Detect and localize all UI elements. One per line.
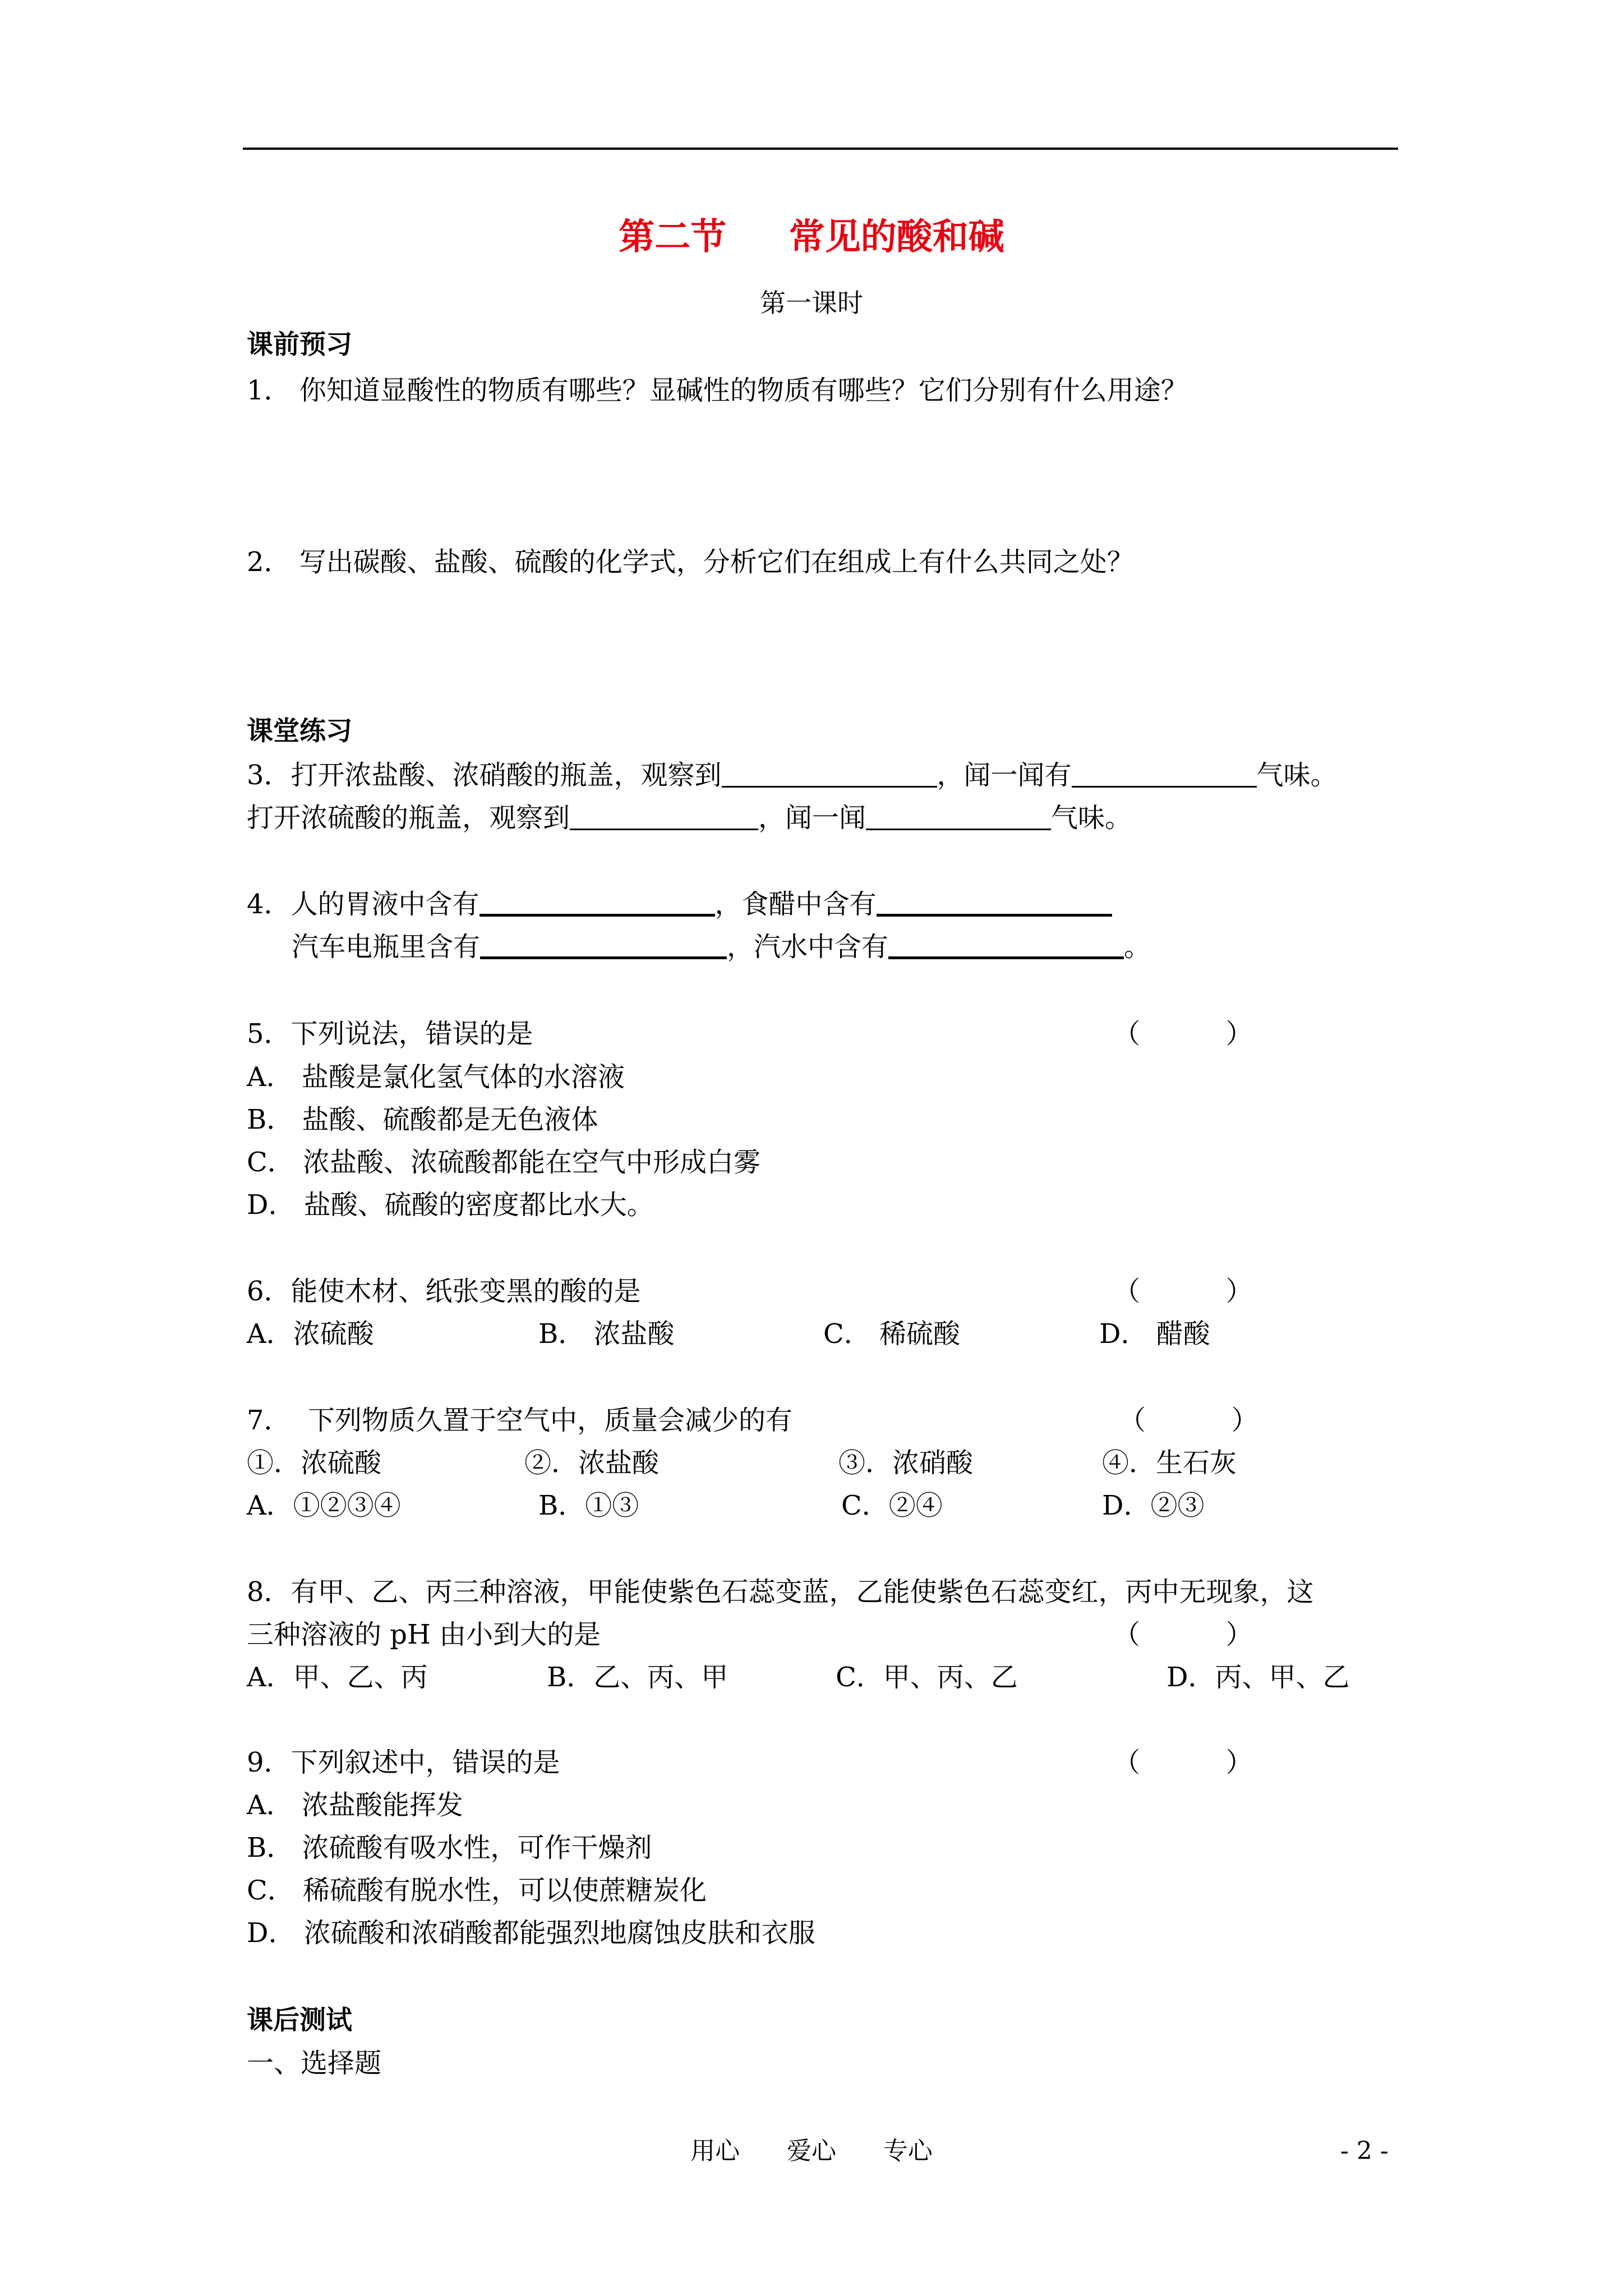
question-8-stem-1: 8．有甲、乙、丙三种溶液，甲能使紫色石蕊变蓝，乙能使紫色石蕊变红，丙中无现象，这: [247, 1576, 1314, 1608]
q8-option-a: A．甲、乙、丙: [247, 1662, 428, 1693]
question-8-stem-2: 三种溶液的 pH 由小到大的是: [247, 1619, 601, 1650]
q7-item-2: ②．浓盐酸: [524, 1447, 660, 1479]
header-rule: [243, 148, 1398, 150]
q7-item-4: ④．生石灰: [1102, 1447, 1237, 1479]
q5-option-d: D． 盐酸、硫酸的密度都比水大。: [247, 1189, 654, 1221]
question-7-stem: 7． 下列物质久置于空气中，质量会减少的有: [247, 1405, 793, 1436]
page-number: - 2 -: [1340, 2137, 1389, 2165]
answer-blank[interactable]: [866, 803, 1051, 830]
footer-motto: 用心 爱心 专心: [690, 2137, 933, 2165]
answer-blank[interactable]: [877, 888, 1112, 917]
section-preview: 课前预习: [247, 329, 352, 360]
q6-option-c: C． 稀硫酸: [823, 1318, 960, 1350]
q8-option-b: B．乙、丙、甲: [547, 1662, 728, 1693]
q7-item-3: ③．浓硝酸: [838, 1447, 974, 1479]
answer-paren[interactable]: （ ）: [1113, 1276, 1253, 1307]
question-9-stem: 9．下列叙述中，错误的是: [247, 1747, 560, 1778]
q7-item-1: ①．浓硫酸: [247, 1447, 382, 1479]
q9-option-d: D． 浓硫酸和浓硝酸都能强烈地腐蚀皮肤和衣服: [247, 1917, 815, 1949]
q7-option-d: D．②③: [1102, 1490, 1205, 1521]
question-5-stem: 5．下列说法，错误的是: [247, 1018, 533, 1050]
answer-paren[interactable]: （ ）: [1113, 1018, 1253, 1050]
q3-text-a: 3．打开浓盐酸、浓硝酸的瓶盖，观察到: [247, 760, 722, 791]
q4-text-b: ，食醋中含有: [714, 889, 877, 920]
q4-text-e: 。: [1124, 931, 1151, 963]
question-6-stem: 6．能使木材、纸张变黑的酸的是: [247, 1276, 641, 1307]
q7-option-b: B．①③: [538, 1490, 639, 1521]
question-2: 2． 写出碳酸、盐酸、硫酸的化学式，分析它们在组成上有什么共同之处？: [247, 546, 1134, 578]
q5-option-b: B． 盐酸、硫酸都是无色液体: [247, 1104, 598, 1135]
answer-paren[interactable]: （ ）: [1113, 1619, 1253, 1650]
section-classwork: 课堂练习: [247, 716, 352, 747]
q3-text-c: 气味。: [1256, 760, 1338, 791]
q3-text-e: ，闻一闻: [758, 802, 866, 834]
q5-option-a: A． 盐酸是氯化氢气体的水溶液: [247, 1061, 625, 1093]
question-4-line-1: [247, 886, 1112, 922]
answer-blank[interactable]: [479, 888, 715, 917]
lesson-subtitle: 第一课时: [760, 288, 863, 318]
answer-blank[interactable]: [722, 760, 937, 788]
q4-text-d: ，汽水中含有: [727, 931, 889, 963]
question-4-line-2: [292, 929, 1151, 965]
q6-option-d: D． 醋酸: [1099, 1318, 1210, 1350]
q9-option-c: C． 稀硫酸有脱水性，可以使蔗糖炭化: [247, 1875, 707, 1906]
q4-text-c: 汽车电瓶里含有: [292, 931, 481, 963]
q8-option-d: D．丙、甲、乙: [1166, 1662, 1350, 1693]
answer-blank[interactable]: [1072, 760, 1257, 788]
question-1: 1． 你知道显酸性的物质有哪些？显碱性的物质有哪些？它们分别有什么用途？: [247, 375, 1188, 406]
question-3-line-1: [247, 757, 1338, 793]
q3-text-d: 打开浓硫酸的瓶盖，观察到: [247, 802, 570, 834]
answer-paren[interactable]: （ ）: [1113, 1747, 1253, 1778]
q4-text-a: 4．人的胃液中含有: [247, 889, 479, 920]
q5-option-c: C． 浓盐酸、浓硫酸都能在空气中形成白雾: [247, 1147, 760, 1178]
subsection-choice: 一、选择题: [247, 2047, 382, 2079]
answer-blank[interactable]: [570, 803, 758, 830]
answer-blank[interactable]: [888, 931, 1124, 959]
answer-blank[interactable]: [480, 931, 727, 959]
q8-option-c: C．甲、丙、乙: [836, 1662, 1018, 1693]
answer-paren[interactable]: （ ）: [1119, 1405, 1258, 1436]
q7-option-a: A．①②③④: [247, 1490, 401, 1521]
q3-text-f: 气味。: [1051, 802, 1132, 834]
q9-option-b: B． 浓硫酸有吸水性，可作干燥剂: [247, 1832, 652, 1864]
question-3-line-2: [247, 800, 1132, 836]
section-aftertest: 课后测试: [247, 2005, 352, 2036]
q9-option-a: A． 浓盐酸能挥发: [247, 1789, 463, 1821]
page-title: 第二节 常见的酸和碱: [619, 217, 1004, 258]
q6-option-a: A．浓硫酸: [247, 1318, 374, 1350]
q6-option-b: B． 浓盐酸: [538, 1318, 675, 1350]
q3-text-b: ，闻一闻有: [937, 760, 1072, 791]
q7-option-c: C．②④: [841, 1490, 943, 1521]
